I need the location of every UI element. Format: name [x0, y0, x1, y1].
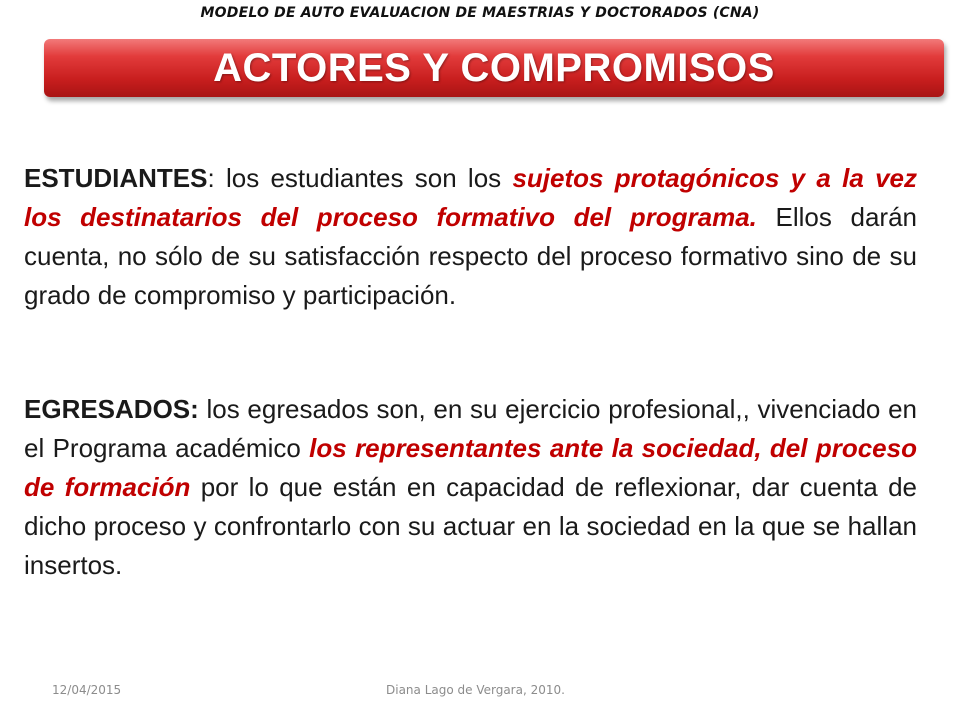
slide-title: ACTORES Y COMPROMISOS — [213, 45, 775, 90]
title-banner — [44, 39, 944, 97]
term-estudiantes: ESTUDIANTES — [24, 163, 208, 193]
footer-author: Diana Lago de Vergara, 2010. — [386, 683, 565, 697]
term-egresados: EGRESADOS: — [24, 394, 199, 424]
emphasis-text: los representantes ante la sociedad, del proceso de formación — [24, 433, 917, 502]
paragraph-text: los egresados son, en su ejercicio profesional,, vivenciado en el Programa académico — [24, 394, 917, 463]
footer-date: 12/04/2015 — [52, 683, 122, 697]
paragraph-text: por lo que están en capacidad de reflexionar, dar cuenta de dicho proceso y confrontarlo con su actuar en la sociedad en la que se hallan insertos. — [24, 472, 917, 580]
paragraph-egresados — [24, 390, 917, 585]
slide-caption: MODELO DE AUTO EVALUACION DE MAESTRIAS Y DOCTORADOS (CNA) — [200, 5, 760, 21]
paragraph-text: Ellos darán cuenta, no sólo de su satisfacción respecto del proceso formativo sino de su grado de compromiso y participación. — [24, 202, 917, 310]
paragraph-text: los estudiantes son los — [214, 163, 513, 193]
emphasis-text: sujetos protagónicos y a la vez los destinatarios del proceso formativo del programa. — [24, 163, 918, 232]
term-colon: : — [207, 163, 215, 193]
paragraph-estudiantes — [24, 159, 917, 315]
